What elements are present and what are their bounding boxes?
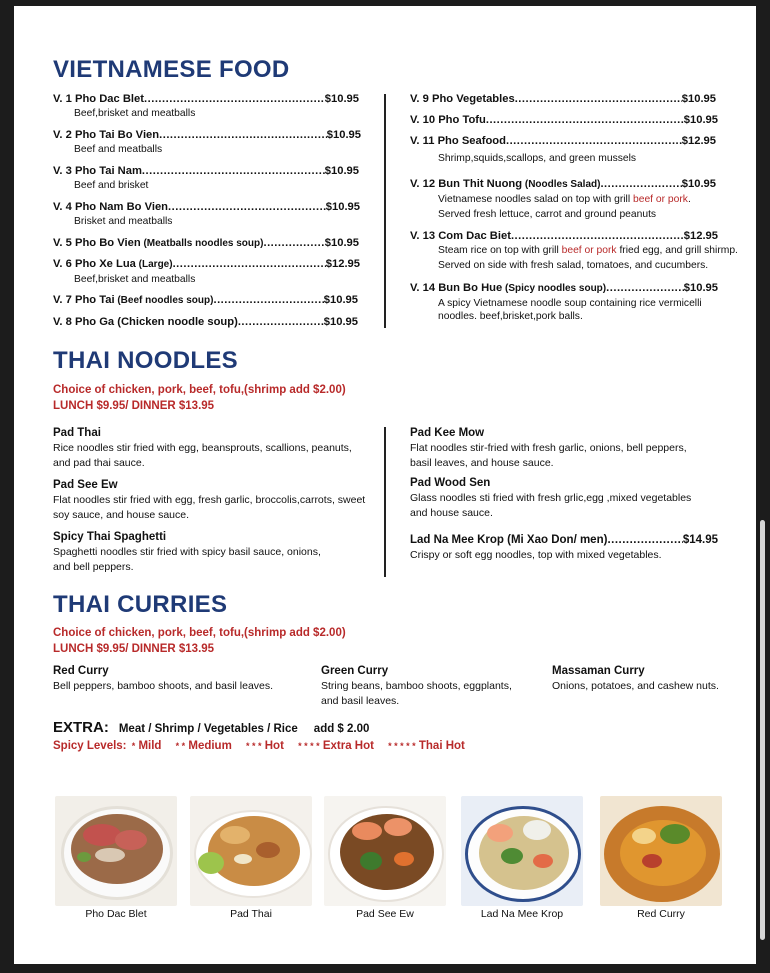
pho-bowl-photo bbox=[55, 796, 177, 906]
photo-caption-lad-na-mee-krop: Lad Na Mee Krop bbox=[480, 908, 564, 920]
extra-line: EXTRA: Meat / Shrimp / Vegetables / Rice add $ 2.00 bbox=[53, 719, 370, 736]
spicy-level-hot: * * * Hot bbox=[246, 740, 284, 752]
dish-red-curry: Red Curry Bell peppers, bamboo shoots, and basil leaves. bbox=[53, 665, 274, 692]
menu-item-v6: V. 6 Pho Xe Lua (Large) ..... $12.95 Beef,brisket and meatballs bbox=[53, 257, 360, 287]
menu-item-v7: V. 7 Pho Tai (Beef noodles soup) ..... $10.95 bbox=[53, 293, 358, 308]
scrollbar[interactable] bbox=[760, 520, 765, 940]
menu-item-v9: V. 9 Pho Vegetables ..... $10.95 bbox=[410, 92, 716, 106]
spicy-levels: Spicy Levels: * Mild * * Medium * * * Hot * * * * Extra Hot * * * * * Thai Hot bbox=[53, 740, 465, 752]
photo-caption-pho-dac-blet: Pho Dac Blet bbox=[85, 908, 147, 920]
menu-item-v5: V. 5 Pho Bo Vien (Meatballs noodles soup) ..... $10.95 bbox=[53, 236, 359, 251]
photo-caption-red-curry: Red Curry bbox=[637, 908, 685, 920]
dish-pad-kee-mow: Pad Kee Mow Flat noodles stir-fried with fresh garlic, onions, bell peppers, basil leaves, and house sauce. bbox=[410, 427, 687, 469]
pad-see-ew-photo bbox=[324, 796, 446, 906]
spicy-level-extra-hot: * * * * Extra Hot bbox=[298, 740, 374, 752]
lad-na-photo bbox=[461, 796, 583, 906]
red-curry-photo bbox=[600, 796, 722, 906]
menu-page bbox=[14, 6, 756, 964]
menu-item-v4: V. 4 Pho Nam Bo Vien ..... $10.95 Brisket and meatballs bbox=[53, 200, 360, 229]
menu-item-v14: V. 14 Bun Bo Hue (Spicy noodles soup) ..... $10.95 A spicy Vietnamese noodle soup containing rice vermicelli noodles. beef,brisket,pork balls. bbox=[410, 281, 718, 324]
menu-item-v10: V. 10 Pho Tofu ..... $10.95 bbox=[410, 113, 718, 127]
spicy-level-mild: * Mild bbox=[131, 740, 162, 752]
dish-pad-wood-sen: Pad Wood Sen Glass noodles sti fried with fresh grlic,egg ,mixed vegetables and house sauce. bbox=[410, 477, 692, 519]
column-divider bbox=[384, 94, 386, 328]
dish-lad-na-mee-krop: Lad Na Mee Krop (Mi Xao Don/ men) ..... $14.95 Crispy or soft egg noodles, top with mixed vegetables. bbox=[410, 533, 718, 563]
section-title-thai-noodles: THAI NOODLES bbox=[53, 347, 238, 374]
pad-thai-photo bbox=[190, 796, 312, 906]
curries-choice-note: Choice of chicken, pork, beef, tofu,(shrimp add $2.00) LUNCH $9.95/ DINNER $13.95 bbox=[53, 627, 346, 655]
spicy-level-thai-hot: * * * * * Thai Hot bbox=[388, 740, 465, 752]
dish-spicy-thai-spaghetti: Spicy Thai Spaghetti Spaghetti noodles stir fried with spicy basil sauce, onions, and bell peppers. bbox=[53, 531, 321, 573]
photo-caption-pad-see-ew: Pad See Ew bbox=[356, 908, 414, 920]
photo-caption-pad-thai: Pad Thai bbox=[230, 908, 272, 920]
dish-massaman-curry: Massaman Curry Onions, potatoes, and cashew nuts. bbox=[552, 665, 719, 692]
menu-item-v13: V. 13 Com Dac Biet ..... $12.95 Steam rice on top with grill beef or pork fried egg, and grill shirmp. Served on side with fresh salad, tomatoes, and cucumbers. bbox=[410, 229, 718, 273]
menu-item-v1: V. 1 Pho Dac Blet ..... $10.95 Beef,brisket and meatballs bbox=[53, 92, 359, 121]
dish-pad-thai: Pad Thai Rice noodles stir fried with egg, beansprouts, scallions, peanuts, and pad thai sauce. bbox=[53, 427, 352, 469]
noodles-column-divider bbox=[384, 427, 386, 577]
menu-item-v11: V. 11 Pho Seafood ..... $12.95 Shrimp,squids,scallops, and green mussels bbox=[410, 134, 716, 166]
menu-item-v8: V. 8 Pho Ga (Chicken noodle soup) ..... $10.95 bbox=[53, 315, 358, 329]
menu-item-v12: V. 12 Bun Thit Nuong (Noodles Salad) ..... $10.95 Vietnamese noodles salad on top with grill beef or pork. Served fresh lettuce, carrot and ground peanuts bbox=[410, 177, 716, 222]
section-title-vietnamese: VIETNAMESE FOOD bbox=[53, 56, 290, 83]
noodles-choice-note: Choice of chicken, pork, beef, tofu,(shrimp add $2.00) LUNCH $9.95/ DINNER $13.95 bbox=[53, 384, 346, 412]
dish-green-curry: Green Curry String beans, bamboo shoots, eggplants, and basil leaves. bbox=[321, 665, 512, 707]
section-title-thai-curries: THAI CURRIES bbox=[53, 591, 228, 618]
dish-pad-see-ew: Pad See Ew Flat noodles stir fried with egg, fresh garlic, broccolis,carrots, sweet soy sauce, and house sauce. bbox=[53, 479, 366, 521]
menu-item-v3: V. 3 Pho Tai Nam ..... $10.95 Beef and brisket bbox=[53, 164, 359, 193]
spicy-level-medium: * * Medium bbox=[175, 740, 232, 752]
menu-item-v2: V. 2 Pho Tai Bo Vien ..... $10.95 Beef and meatballs bbox=[53, 128, 361, 157]
